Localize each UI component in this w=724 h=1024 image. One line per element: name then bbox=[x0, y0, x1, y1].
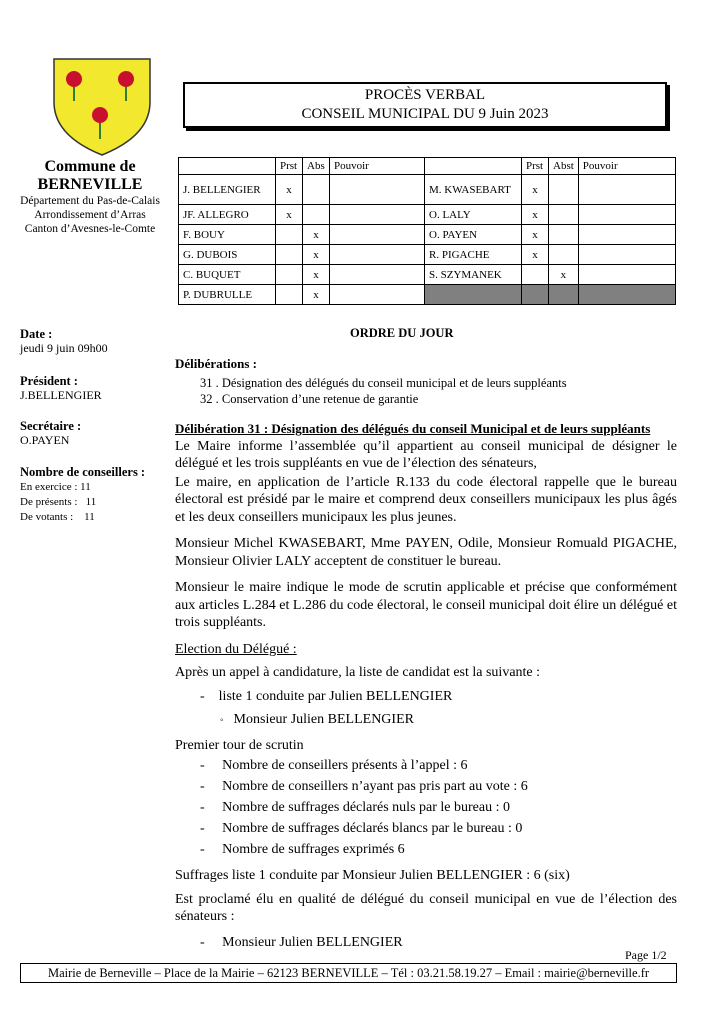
pouvoir-cell bbox=[330, 205, 425, 225]
attendance-table bbox=[178, 157, 676, 305]
sidebar-secretaire bbox=[20, 419, 81, 447]
list-item: - Nombre de suffrages déclarés blancs par le bureau : 0 bbox=[200, 821, 523, 836]
list-text: Nombre de conseillers présents à l’appel : 6 bbox=[222, 758, 468, 773]
header-cell: Abst bbox=[549, 158, 579, 175]
absence-cell: x bbox=[303, 285, 330, 305]
absence-cell bbox=[549, 175, 579, 205]
ordre-du-jour-heading: ORDRE DU JOUR bbox=[350, 326, 454, 340]
dash-bullet: - bbox=[200, 688, 219, 704]
absence-cell: x bbox=[303, 245, 330, 265]
member-name: M. KWASEBART bbox=[425, 175, 522, 205]
pouvoir-cell bbox=[330, 175, 425, 205]
list-item: 31 . Désignation des délégués du conseil municipal et de leurs suppléants bbox=[200, 375, 567, 390]
pouvoir-cell bbox=[578, 175, 675, 205]
pouvoir-cell bbox=[330, 285, 425, 305]
list-item: - Nombre de suffrages exprimés 6 bbox=[200, 842, 405, 857]
presence-cell bbox=[276, 225, 303, 245]
votants-count: De votants : 11 bbox=[20, 511, 95, 523]
list-item: - Nombre de conseillers n’ayant pas pris part au vote : 6 bbox=[200, 779, 528, 794]
president-label: Président : bbox=[20, 374, 78, 388]
paragraph: Suffrages liste 1 conduite par Monsieur Julien BELLENGIER : 6 (six) bbox=[175, 868, 570, 883]
paragraph: Premier tour de scrutin bbox=[175, 737, 304, 753]
absence-cell: x bbox=[549, 265, 579, 285]
member-name: P. DUBRULLE bbox=[179, 285, 276, 305]
paragraph: Le maire, en application de l’article R.133 du code électoral rappelle que le bureau électoral est présidé par le maire et comprend deux conseillers municipaux les plus âgés et les deux conseillers municipaux les plus jeunes. bbox=[175, 474, 677, 525]
empty-cell bbox=[578, 285, 675, 305]
presence-cell: x bbox=[522, 245, 549, 265]
header-cell: Abs bbox=[303, 158, 330, 175]
list-item: 32 . Conservation d’une retenue de garantie bbox=[200, 391, 419, 406]
exercice-count: En exercice : 11 bbox=[20, 481, 91, 493]
document-title bbox=[183, 82, 667, 128]
stats-list bbox=[175, 755, 677, 860]
table-row bbox=[179, 285, 676, 305]
presence-cell: x bbox=[522, 175, 549, 205]
pouvoir-cell bbox=[578, 245, 675, 265]
presence-cell bbox=[276, 245, 303, 265]
presence-cell bbox=[276, 265, 303, 285]
presence-cell: x bbox=[522, 205, 549, 225]
header-cell: Pouvoir bbox=[330, 158, 425, 175]
pouvoir-cell bbox=[330, 245, 425, 265]
list-item: - Nombre de conseillers présents à l’appel : 6 bbox=[200, 758, 468, 773]
pouvoir-cell bbox=[330, 265, 425, 285]
absence-cell bbox=[549, 225, 579, 245]
sidebar-date bbox=[20, 327, 108, 355]
member-name: G. DUBOIS bbox=[179, 245, 276, 265]
table-row bbox=[179, 205, 676, 225]
pouvoir-cell bbox=[330, 225, 425, 245]
list-text: Nombre de suffrages exprimés 6 bbox=[222, 842, 405, 857]
header-cell: Prst bbox=[522, 158, 549, 175]
list-item bbox=[175, 688, 677, 706]
pouvoir-cell bbox=[578, 205, 675, 225]
president-value: J.BELLENGIER bbox=[20, 388, 102, 402]
date-value: jeudi 9 juin 09h00 bbox=[20, 341, 108, 355]
date-label: Date : bbox=[20, 327, 53, 341]
presents-count: De présents : 11 bbox=[20, 496, 97, 508]
pouvoir-cell bbox=[578, 225, 675, 245]
commune-canton: Canton d’Avesnes-le-Comte bbox=[24, 223, 156, 235]
presence-cell bbox=[276, 285, 303, 305]
member-name: C. BUQUET bbox=[179, 265, 276, 285]
member-name: O. LALY bbox=[425, 205, 522, 225]
paragraph: Monsieur le maire indique le mode de scrutin applicable et précise que conformément aux articles L.284 et L.286 du code électoral, le conseil municipal doit élire un délégué et trois suppléants. bbox=[175, 580, 677, 630]
paragraph: Est proclamé élu en qualité de délégué du conseil municipal en vue de l’élection des sénateurs : bbox=[175, 891, 677, 924]
paragraph: Le Maire informe l’assemblée qu’il appartient au conseil municipal de désigner le délégué et les trois suppléants en vue de l’élection des sénateurs, bbox=[175, 438, 677, 471]
presence-cell: x bbox=[522, 225, 549, 245]
member-name: O. PAYEN bbox=[425, 225, 522, 245]
title-line-2: CONSEIL MUNICIPAL DU 9 Juin 2023 bbox=[301, 106, 549, 122]
member-name: S. SZYMANEK bbox=[425, 265, 522, 285]
coat-of-arms-icon bbox=[52, 57, 152, 157]
footer-address: Mairie de Berneville – Place de la Mairie – 62123 BERNEVILLE – Tél : 03.21.58.19.27 – Email : mairie@berneville.fr bbox=[20, 963, 677, 983]
absence-cell bbox=[549, 205, 579, 225]
absence-cell bbox=[549, 245, 579, 265]
sidebar-conseillers bbox=[20, 465, 145, 524]
paragraph: Après un appel à candidature, la liste de candidat est la suivante : bbox=[175, 665, 541, 680]
absence-cell bbox=[303, 175, 330, 205]
list-text: Nombre de suffrages déclarés blancs par le bureau : 0 bbox=[222, 821, 523, 836]
header-cell: Prst bbox=[276, 158, 303, 175]
pouvoir-cell bbox=[578, 265, 675, 285]
absence-cell: x bbox=[303, 265, 330, 285]
sidebar-president bbox=[20, 374, 102, 402]
paragraph: Monsieur Michel KWASEBART, Mme PAYEN, Odile, Monsieur Romuald PIGACHE, Monsieur Olivier LALY acceptent de constituer le bureau. bbox=[175, 536, 677, 569]
commune-arrondissement: Arrondissement d’Arras bbox=[34, 209, 146, 221]
table-row bbox=[179, 225, 676, 245]
commune-block bbox=[10, 158, 170, 236]
list-text: Monsieur Julien BELLENGIER bbox=[222, 934, 403, 950]
circle-bullet-icon: ◦ bbox=[220, 715, 234, 726]
presence-cell bbox=[522, 265, 549, 285]
conseillers-label: Nombre de conseillers : bbox=[20, 465, 146, 479]
member-name: JF. ALLEGRO bbox=[179, 205, 276, 225]
header-cell: Pouvoir bbox=[578, 158, 675, 175]
deliberations-section bbox=[175, 355, 677, 407]
table-row bbox=[179, 265, 676, 285]
list-text: Nombre de conseillers n’ayant pas pris part au vote : 6 bbox=[222, 779, 528, 794]
absence-cell: x bbox=[303, 225, 330, 245]
member-name: F. BOUY bbox=[179, 225, 276, 245]
page-number: Page 1/2 bbox=[625, 948, 667, 962]
list-item: - Monsieur Julien BELLENGIER bbox=[200, 934, 403, 950]
table-header-row bbox=[179, 158, 676, 175]
list-text: Monsieur Julien BELLENGIER bbox=[233, 712, 414, 727]
list-item: - Nombre de suffrages déclarés nuls par le bureau : 0 bbox=[200, 800, 510, 815]
list-item bbox=[175, 711, 677, 730]
presence-cell: x bbox=[276, 205, 303, 225]
secretaire-label: Secrétaire : bbox=[20, 419, 82, 433]
member-name: R. PIGACHE bbox=[425, 245, 522, 265]
table-row bbox=[179, 175, 676, 205]
empty-cell bbox=[549, 285, 579, 305]
commune-name: BERNEVILLE bbox=[37, 176, 143, 193]
election-title: Election du Délégué : bbox=[175, 641, 297, 657]
presence-cell: x bbox=[276, 175, 303, 205]
commune-dept: Département du Pas-de-Calais bbox=[20, 195, 160, 207]
header-cell bbox=[425, 158, 522, 175]
list-text: Nombre de suffrages déclarés nuls par le bureau : 0 bbox=[222, 800, 510, 815]
secretaire-value: O.PAYEN bbox=[20, 433, 70, 447]
table-row bbox=[179, 245, 676, 265]
empty-cell bbox=[425, 285, 522, 305]
header-cell bbox=[179, 158, 276, 175]
member-name: J. BELLENGIER bbox=[179, 175, 276, 205]
deliberation-31 bbox=[175, 420, 677, 951]
empty-cell bbox=[522, 285, 549, 305]
title-line-1: PROCÈS VERBAL bbox=[364, 87, 486, 103]
deliberations-label: Délibérations : bbox=[175, 356, 257, 371]
deliberation-31-title: Délibération 31 : Désignation des délégués du conseil Municipal et de leurs suppléants bbox=[175, 421, 651, 436]
list-text: liste 1 conduite par Julien BELLENGIER bbox=[218, 688, 453, 704]
absence-cell bbox=[303, 205, 330, 225]
commune-line-1: Commune de bbox=[44, 158, 136, 175]
